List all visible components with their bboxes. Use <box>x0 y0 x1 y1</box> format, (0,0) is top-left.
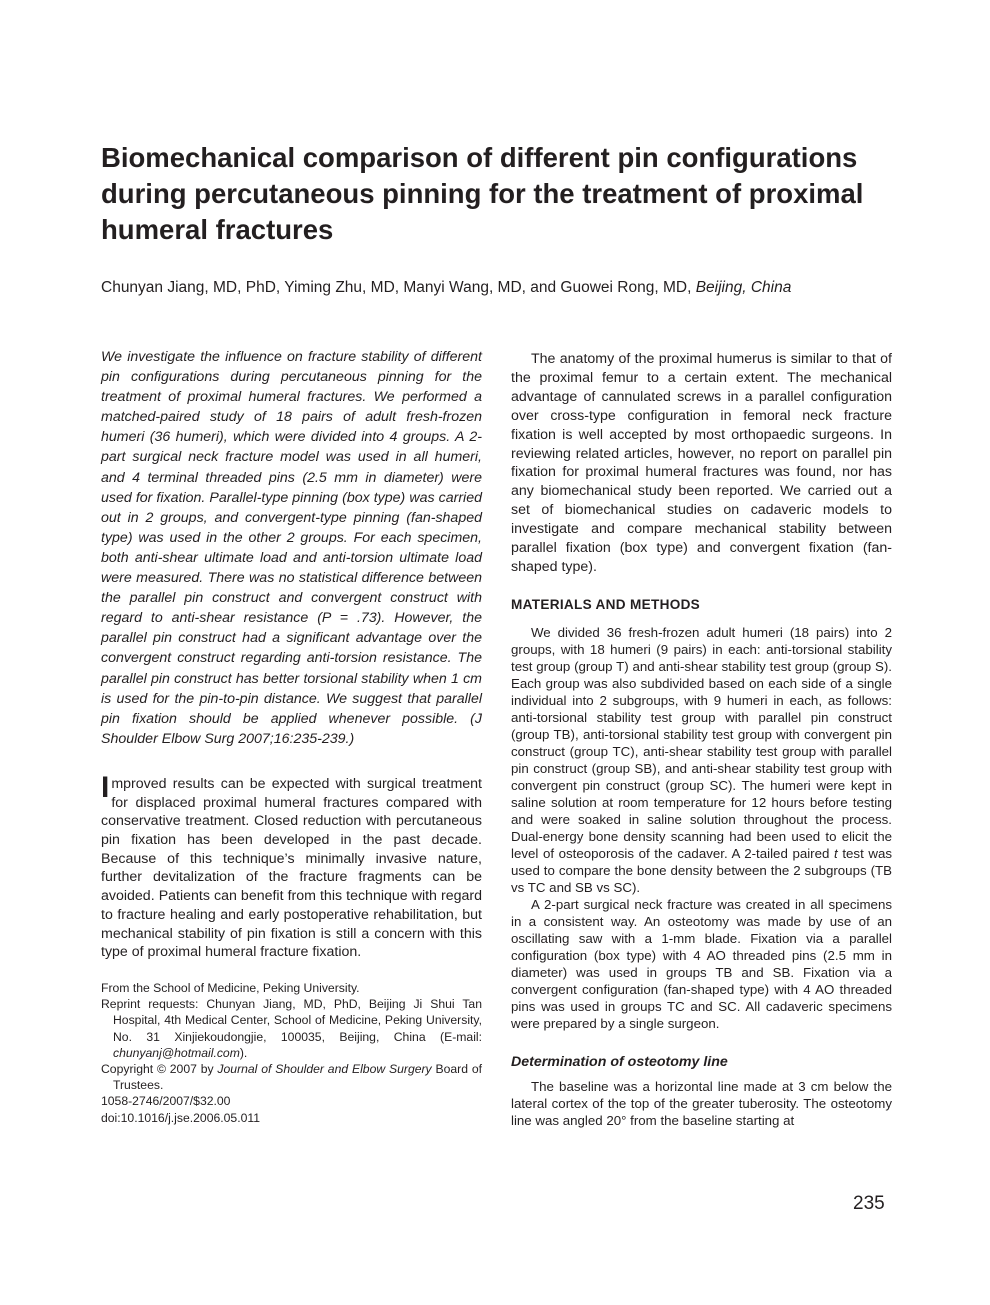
copyright-note: Copyright © 2007 by Journal of Shoulder and Elbow Surgery Board of Trustees. <box>101 1061 482 1093</box>
right-intro-paragraph: The anatomy of the proximal humerus is similar to that of the proximal femur to a certain extent. The mechanical advantage of cannulated screws in a parallel configuration over cross-type configuration in femoral neck fracture fixation is well accepted by most orthopaedic surgeons. In reviewing related articles, however, no report on parallel pin fixation for proximal humeral fractures was found, nor has any biomechanical study been reported. We carried out a set of biomechanical studies on cadaveric models to investigate and compare mechanical stability between parallel fixation (box type) and convergent fixation (fan-shaped type). <box>511 351 892 575</box>
email-link[interactable]: chunyanj@hotmail.com <box>113 1045 240 1060</box>
author-names: Chunyan Jiang, MD, PhD, Yiming Zhu, MD, Manyi Wang, MD, and Guowei Rong, MD, <box>101 279 692 296</box>
methods-heading: MATERIALS AND METHODS <box>511 596 701 612</box>
right-column <box>511 350 892 1129</box>
left-column <box>101 347 482 1126</box>
doi-note: doi:10.1016/j.jse.2006.05.011 <box>101 1110 261 1125</box>
footnotes <box>101 980 482 1126</box>
methods-paragraph-2: A 2-part surgical neck fracture was created in all specimens in a consistent way. An osteotomy was made by use of an oscillating saw with a 1-mm blade. Fixation via a parallel configuration (box type) with 4 AO threaded pins (2.5 mm in diameter) was used in groups TB and SB. Fixation via a convergent configuration (fan-shaped type) with 4 AO threaded pins was used in groups TC and SC. All cadaveric specimens were prepared by a single surgeon. <box>511 896 892 1031</box>
abstract: We investigate the influence on fracture stability of different pin configurations during percutaneous pinning for the treatment of proximal humeral fractures. We performed a matched-paired study of 18 pairs of adult fresh-frozen humeri (36 humeri), which were divided into 4 groups. A 2-part surgical neck fracture model was used in all humeri, and 4 terminal threaded pins (2.5 mm in diameter) were used for fixation. Parallel-type pinning (box type) was carried out in 2 groups, and convergent-type pinning (fan-shaped type) was used in the other 2 groups. For each specimen, both anti-shear ultimate load and anti-torsion ultimate load were measured. There was no statistical difference between the parallel pin construct and convergent construct with regard to anti-shear resistance (P = .73). However, the parallel pin construct had a significant advantage over the convergent construct regarding anti-torsion resistance. The parallel pin construct has better torsional stability when 1 cm is used for the pin-to-pin distance. We suggest that parallel pin fixation should be applied whenever possible. (J Shoulder Elbow Surg 2007;16:235-239.) <box>101 349 482 747</box>
issn-note: 1058-2746/2007/$32.00 <box>101 1094 231 1109</box>
reprint-note: Reprint requests: Chunyan Jiang, MD, PhD, Beijing Ji Shui Tan Hospital, 4th Medical Center, School of Medicine, Peking University, No. 31 Xinjiekoudongjie, 100035, Beijing, China (E-mail: chunyanj@hotmail.com). <box>101 997 482 1060</box>
methods-paragraph-1: We divided 36 fresh-frozen adult humeri (18 pairs) into 2 groups, with 18 humeri (9 pairs) in each: anti-torsional stability test group (group T) and anti-shear stability test group (group S). Each group was also subdivided based on each side of a single individual into 2 subgroups, with 9 humeri in each, as follows: anti-torsional stability test group with parallel pin construct (group TB), anti-torsional stability test group with convergent pin construct (group TC), anti-shear stability test group with parallel pin construct (group SB), and anti-shear stability test group with convergent pin construct (group SC). The humeri were kept in saline solution at room temperature for 12 hours before testing and were soaked in saline solution throughout the process. Dual-energy bone density scanning had been used to elicit the level of osteoporosis of the cadaver. A 2-tailed paired t test was used to compare the bone density between the 2 subgroups (TB vs TC and SB vs SC). <box>511 624 893 895</box>
author-location: Beijing, China <box>695 279 792 296</box>
author-line <box>101 277 901 299</box>
introduction-paragraph <box>101 770 482 962</box>
affiliation-note: From the School of Medicine, Peking University. <box>101 980 360 995</box>
osteotomy-heading: Determination of osteotomy line <box>511 1053 728 1070</box>
page-number: 235 <box>853 1193 885 1214</box>
introduction-text: mproved results can be expected with surgical treatment for displaced proximal humeral fractures compared with conservative treatment. Closed reduction with percutaneous pin fixation has been developed in the past decade. Because of this technique’s minimally invasive nature, further devitalization of the fracture fragments can be avoided. Patients can benefit from this technique with regard to fracture healing and early postoperative rehabilitation, but mechanical stability of pin fixation is still a concern with this type of proximal humeral fracture fixation. <box>101 775 482 961</box>
drop-cap: I <box>101 770 110 804</box>
article-title: Biomechanical comparison of different pin configurations during percutaneous pinning for the treatment of proximal humeral fractures <box>101 142 864 245</box>
journal-name: Journal of Shoulder and Elbow Surgery <box>217 1061 432 1076</box>
osteotomy-paragraph: The baseline was a horizontal line made at 3 cm below the lateral cortex of the top of the greater tuberosity. The osteotomy line was angled 20° from the baseline starting at <box>511 1078 892 1128</box>
